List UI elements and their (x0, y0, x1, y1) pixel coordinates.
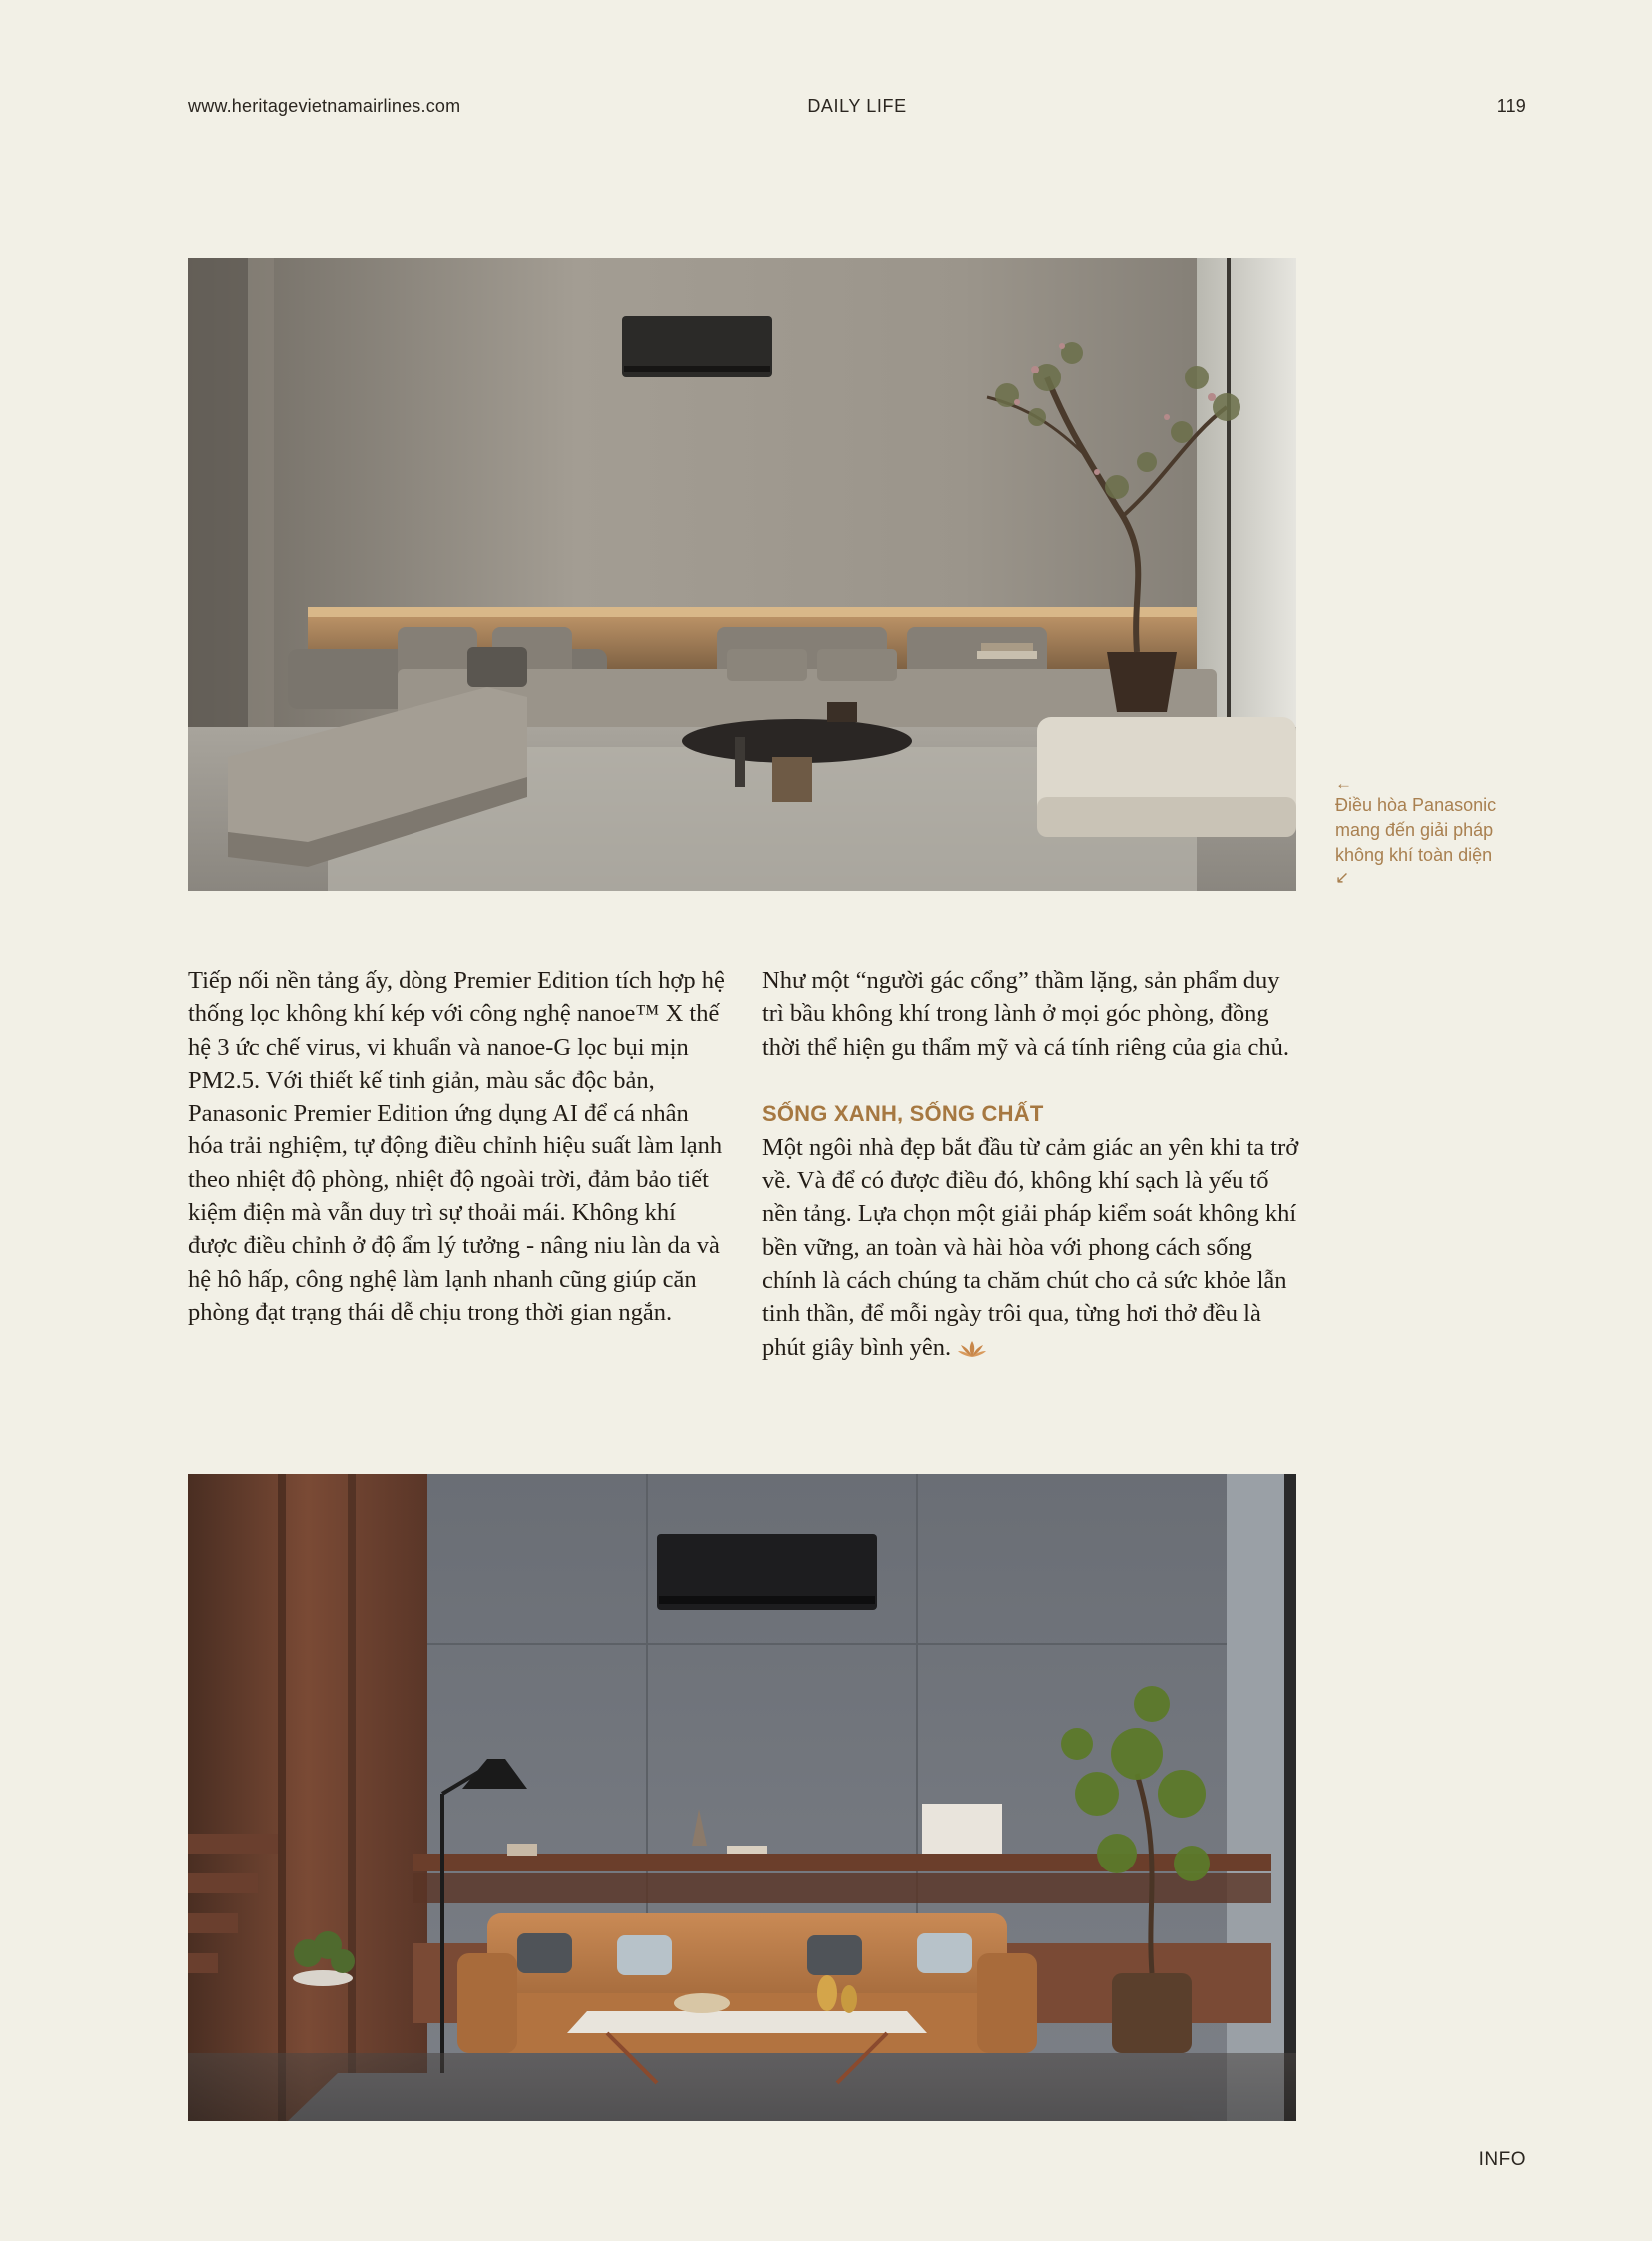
page-number: 119 (1496, 96, 1526, 116)
body-paragraph-left: Tiếp nối nền tảng ấy, dòng Premier Edition tích hợp hệ thống lọc không khí kép với công nghệ nanoe™ X thế hệ 3 ức chế virus, vi khuẩn và nanoe-G lọc bụi mịn PM2.5. Với thiết kế tinh giản, màu sắc độc bản, Panasonic Premier Edition ứng dụng AI để cá nhân hóa trải nghiệm, tự động điều chỉnh hiệu suất làm lạnh theo nhiệt độ phòng, nhiệt độ ngoài trời, đảm bảo tiết kiệm điện mà vẫn duy trì sự thoải mái. Không khí được điều chỉnh ở độ ẩm lý tưởng - nâng niu làn da và hệ hô hấp, công nghệ làm lạnh nhanh cũng giúp căn phòng đạt trạng thái dễ chịu trong thời gian ngắn. (188, 967, 725, 1326)
section-title: DAILY LIFE (807, 96, 907, 116)
living-room-photo-bottom (188, 1474, 1296, 2121)
photo-caption (1335, 774, 1535, 887)
section-subheading: SỐNG XANH, SỐNG CHẤT (762, 1100, 1044, 1125)
lotus-end-mark-icon (957, 1334, 987, 1367)
body-paragraph-right-2-text: Một ngôi nhà đẹp bắt đầu từ cảm giác an yên khi ta trở về. Và để có được điều đó, không khí sạch là yếu tố nền tảng. Lựa chọn một giải pháp kiểm soát không khí bền vững, an toàn và hài hòa với phong cách sống chính là cách chúng ta chăm chút cho cả sức khỏe lẫn tinh thần, để mỗi ngày trôi qua, từng hơi thở đều là phút giây bình yên. (762, 1133, 1299, 1361)
caption-text: Điều hòa Panasonic mang đến giải pháp không khí toàn diện (1335, 795, 1497, 865)
arrow-left-icon: ← (1335, 774, 1352, 793)
website-url: www.heritagevietnamairlines.com (188, 96, 461, 116)
living-room-illustration-bottom (188, 1474, 1296, 2121)
body-column-right (762, 964, 1301, 1367)
living-room-illustration-top (188, 258, 1296, 891)
footer-label: INFO (1478, 2149, 1526, 2170)
arrow-down-left-icon: ↙ (1335, 868, 1350, 887)
body-paragraph-right-1: Như một “người gác cổng” thầm lặng, sản phẩm duy trì bầu không khí trong lành ở mọi góc phòng, đồng thời thể hiện gu thẩm mỹ và cá tính riêng của gia chủ. (762, 967, 1289, 1061)
living-room-photo-top (188, 258, 1296, 891)
body-column-left (188, 964, 727, 1329)
body-paragraph-right-2 (762, 1131, 1301, 1367)
